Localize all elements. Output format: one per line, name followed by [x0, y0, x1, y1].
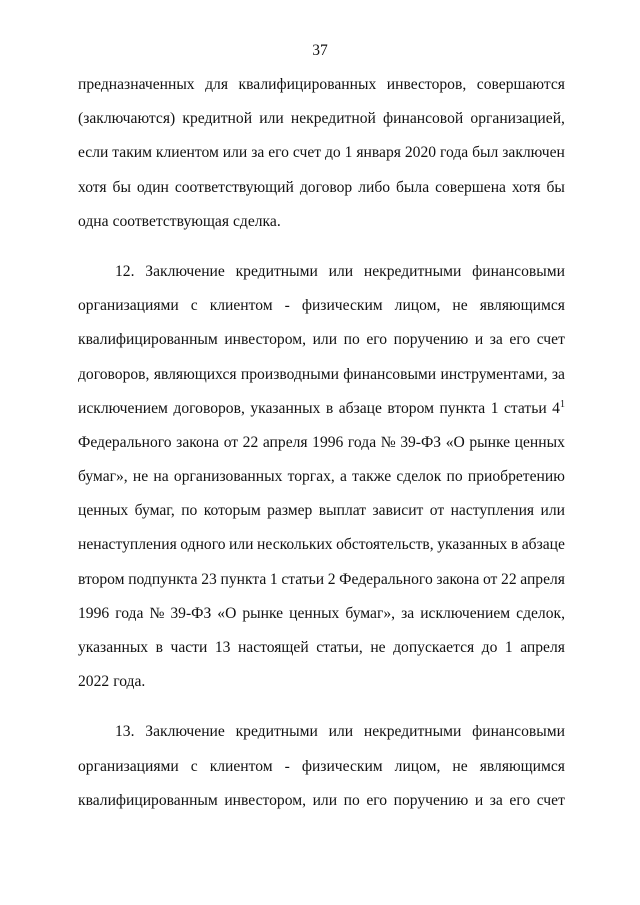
- text-line: ценных бумаг, по которым размер выплат зависит от наступления или: [78, 502, 565, 520]
- text-line: если таким клиентом или за его счет до 1 января 2020 года был заключен: [78, 144, 565, 162]
- text-line: 2022 года.: [78, 673, 146, 691]
- text-line: 13. Заключение кредитными или некредитными финансовыми: [115, 723, 565, 741]
- text-line: договоров, являющихся производными финансовыми инструментами, за: [78, 365, 565, 383]
- page-number: 37: [312, 42, 328, 59]
- text-line: организациями с клиентом - физическим лицом, не являющимся: [78, 757, 565, 775]
- paragraph-continuation: [78, 68, 565, 239]
- text-line: 12. Заключение кредитными или некредитными финансовыми: [115, 262, 565, 280]
- text-line: одна соответствующая сделка.: [78, 212, 281, 230]
- text-line: 1996 года № 39-ФЗ «О рынке ценных бумаг», за исключением сделок,: [78, 604, 565, 622]
- paragraph-item-12: [78, 255, 565, 699]
- paragraph-item-13: [78, 715, 565, 818]
- superscript-marker: 1: [559, 398, 565, 410]
- paragraph-gap: [78, 239, 565, 255]
- text-line: указанных в части 13 настоящей статьи, не допускается до 1 апреля: [78, 639, 565, 656]
- text-line: ненаступления одного или нескольких обстоятельств, указанных в абзаце: [78, 536, 565, 554]
- text-line: исключением договоров, указанных в абзаце втором пункта 1 статьи $4^1$: [78, 398, 565, 417]
- text-line: втором подпункта 23 пункта 1 статьи 2 Федерального закона от 22 апреля: [78, 570, 565, 588]
- text-line: (заключаются) кредитной или некредитной финансовой организацией,: [78, 110, 565, 128]
- text-line: бумаг», не на организованных торгах, а также сделок по приобретению: [78, 468, 565, 486]
- text-line: квалифицированным инвестором, или по его поручению и за его счет: [78, 331, 565, 349]
- text-line: хотя бы один соответствующий договор либо была совершена хотя бы: [78, 178, 565, 196]
- text-line: организациями с клиентом - физическим лицом, не являющимся: [78, 297, 565, 315]
- text-line: квалифицированным инвестором, или по его поручению и за его счет: [78, 791, 565, 809]
- text-line: Федерального закона от 22 апреля 1996 года № 39-ФЗ «О рынке ценных: [78, 433, 565, 451]
- text-line: предназначенных для квалифицированных инвесторов, совершаются: [78, 76, 565, 93]
- document-body: [78, 68, 565, 818]
- paragraph-gap: [78, 699, 565, 715]
